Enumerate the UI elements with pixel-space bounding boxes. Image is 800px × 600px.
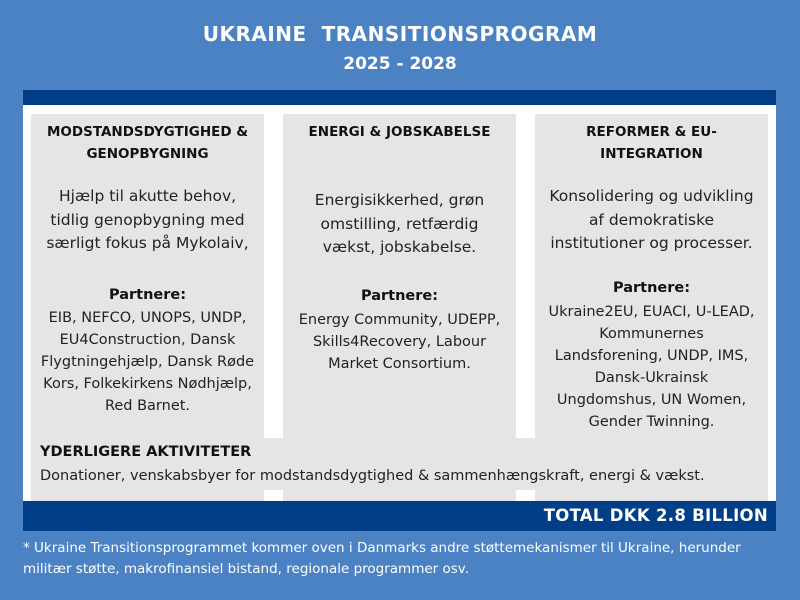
partners-list: Energy Community, UDEPP, Skills4Recovery, Labour Market Consortium.	[298, 312, 501, 372]
panel-top-bar	[23, 90, 776, 105]
additional-activities-box	[31, 438, 768, 490]
partners-list: Ukraine2EU, EUACI, U-LEAD, Kommunernes Landsforening, UNDP, IMS, Dansk-Ukrainsk Ungdomshus, UN Women, Gender Twinning.	[548, 304, 755, 430]
column-description: Hjælp til akutte behov, tidlig genopbygning med særligt fokus på Mykolaiv,	[46, 187, 249, 252]
column-description: Konsolidering og udvikling af demokratiske institutioner og processer.	[549, 187, 754, 252]
total-bar	[23, 501, 776, 531]
column-title: MODSTANDSDYGTIGHED & GENOPBYGNING	[46, 124, 249, 162]
column-title: REFORMER & EU-INTEGRATION	[586, 124, 717, 162]
partners-list: EIB, NEFCO, UNOPS, UNDP, EU4Construction, Dansk Flygtningehjælp, Dansk Røde Kors, Folkekirkens Nødhjælp, Red Barnet.	[40, 310, 255, 414]
additional-activities-text: Donationer, venskabsbyer for modstandsdygtighed & sammenhængskraft, energi & vækst.	[40, 468, 705, 484]
additional-activities-title: YDERLIGERE AKTIVITETER	[40, 444, 252, 460]
partners-label: Partnere:	[360, 288, 439, 304]
total-amount: TOTAL DKK 2.8 BILLION	[543, 506, 768, 525]
page-title: UKRAINE TRANSITIONSPROGRAM	[202, 22, 598, 46]
program-panel	[23, 90, 776, 531]
partners-label: Partnere:	[108, 287, 187, 303]
partners-label: Partnere:	[612, 280, 691, 296]
column-title: ENERGI & JOBSKABELSE	[308, 124, 491, 140]
column-description: Energisikkerhed, grøn omstilling, retfærdig vækst, jobskabelse.	[314, 191, 485, 256]
program-years: 2025 - 2028	[343, 54, 457, 74]
footnote: * Ukraine Transitionsprogrammet kommer oven i Danmarks andre støttemekanismer til Ukraine, herunder militær støtte, makrofinansiel bistand, regionale programmer osv.	[23, 540, 741, 577]
